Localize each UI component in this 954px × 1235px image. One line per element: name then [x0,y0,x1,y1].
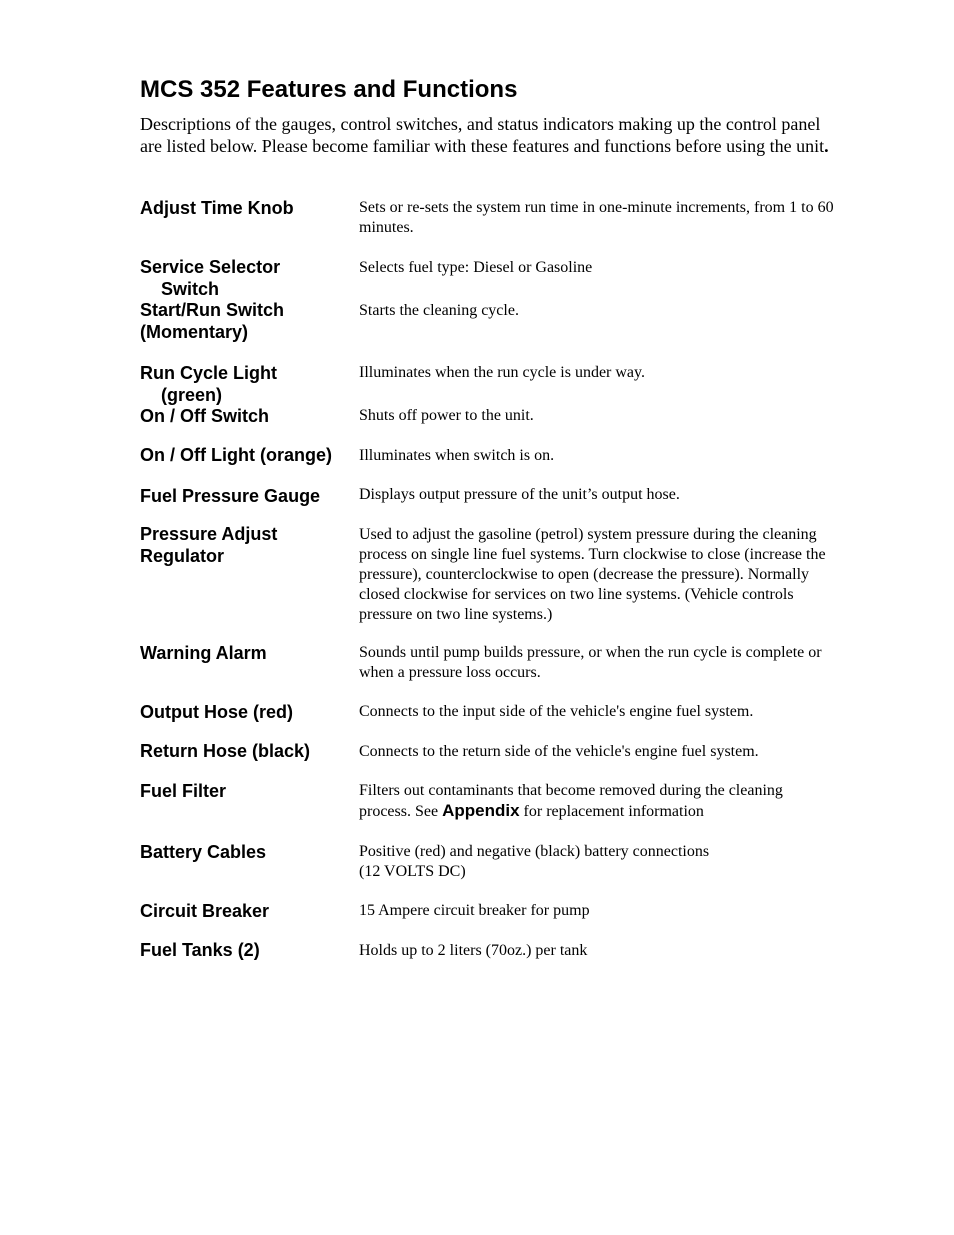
feature-term-run-cycle-light [140,362,355,406]
feature-term-line: Switch [161,279,220,299]
feature-term-line: Start/Run Switch [140,300,285,320]
feature-term-start-run-switch [140,299,355,343]
feature-desc-run-cycle-light: Illuminates when the run cycle is under way. [359,364,645,381]
feature-term-output-hose: Output Hose (red) [140,702,293,722]
feature-term-line: (green) [161,385,223,405]
feature-term-fuel-tanks: Fuel Tanks (2) [140,940,260,960]
feature-desc-start-run-switch: Starts the cleaning cycle. [359,302,519,319]
feature-term-line: Pressure Adjust [140,524,278,544]
feature-term-on-off-light: On / Off Light (orange) [140,445,332,465]
feature-term-line: Regulator [140,546,225,566]
feature-desc-fuel-tanks: Holds up to 2 liters (70oz.) per tank [359,942,588,959]
feature-desc-on-off-light: Illuminates when switch is on. [359,447,555,464]
feature-term-return-hose: Return Hose (black) [140,741,311,761]
feature-desc-circuit-breaker: 15 Ampere circuit breaker for pump [359,902,590,919]
feature-desc-service-selector-switch: Selects fuel type: Diesel or Gasoline [359,259,593,276]
feature-desc-fuel-pressure-gauge: Displays output pressure of the unit’s output hose. [359,486,680,503]
fuel-filter-desc-tail: for replacement information [519,803,704,820]
feature-term-line: (Momentary) [140,322,249,342]
feature-term-line: Run Cycle Light [140,363,278,383]
feature-desc-fuel-filter [359,781,837,822]
feature-term-adjust-time-knob: Adjust Time Knob [140,198,294,218]
feature-term-fuel-filter: Fuel Filter [140,781,227,801]
feature-desc-output-hose: Connects to the input side of the vehicle's engine fuel system. [359,703,754,720]
appendix-reference: Appendix [442,801,520,820]
feature-term-fuel-pressure-gauge: Fuel Pressure Gauge [140,486,321,506]
intro-period: . [824,136,829,156]
feature-term-on-off-switch: On / Off Switch [140,406,269,426]
feature-term-pressure-adjust-regulator [140,523,355,567]
intro-paragraph [140,113,840,157]
feature-term-line: Service Selector [140,257,281,277]
battery-cables-desc-line: Positive (red) and negative (black) battery connections [359,843,710,860]
battery-cables-desc-line: (12 VOLTS DC) [359,863,466,880]
feature-desc-on-off-switch: Shuts off power to the unit. [359,407,534,424]
feature-desc-adjust-time-knob: Sets or re-sets the system run time in one-minute increments, from 1 to 60 minutes. [359,199,834,236]
feature-desc-warning-alarm: Sounds until pump builds pressure, or when the run cycle is complete or when a pressure loss occurs. [359,644,822,681]
feature-term-battery-cables: Battery Cables [140,842,267,862]
feature-desc-return-hose: Connects to the return side of the vehicle's engine fuel system. [359,743,759,760]
page-title: MCS 352 Features and Functions [140,76,518,103]
feature-term-warning-alarm: Warning Alarm [140,643,267,663]
feature-term-service-selector-switch [140,256,355,300]
feature-desc-battery-cables [359,842,837,882]
intro-text: Descriptions of the gauges, control switches, and status indicators making up the control panel are listed below. Please become familiar with these features and functions before using the unit [140,114,825,156]
feature-desc-pressure-adjust-regulator: Used to adjust the gasoline (petrol) system pressure during the cleaning process on single line fuel systems. Turn clockwise to close (increase the pressure), counterclockwise to open (decrease the pressure). Normally closed clockwise for services on two line systems. (Vehicle controls pressure on two line systems.) [359,526,826,623]
feature-term-circuit-breaker: Circuit Breaker [140,901,270,921]
fuel-filter-desc-text: Filters out contaminants that become removed during the cleaning process. See [359,782,783,820]
